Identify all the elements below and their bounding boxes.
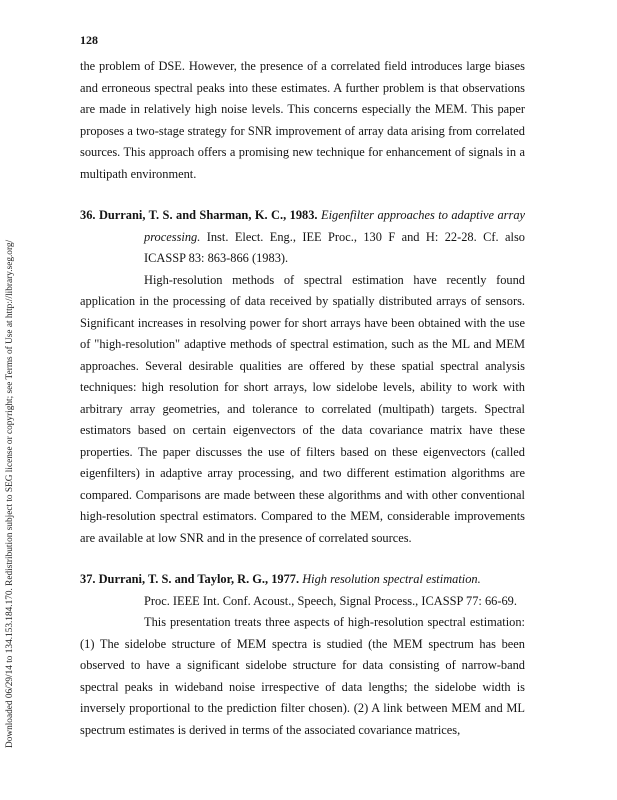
entry-abstract: High-resolution methods of spectral estimation have recently found application in the processing of data received by spatially distributed arrays of sensors. Significant increases in resolving power for short arrays have been obtained with the use of "high-resolution" adaptive methods of spectral estimation, such as the ML and MEM approaches. Several desirable qualities are offered by these spatial spectral analysis techniques: high resolution for short arrays, low sidelobe levels, ability to work with arbitrary array geometries, and tolerance to correlated (multipath) targets. Spectral estimators based on certain eigenvectors of the data covariance matrix have these properties. The paper discusses the use of filters based on these eigenvectors (called eigenfilters) in adaptive array processing, and two different estimation algorithms are compared. Comparisons are made between these algorithms and with other conventional high-resolution spectral estimators. Compared to the MEM, considerable improvements are available at low SNR and in the presence of correlated sources. <box>80 272 525 545</box>
entry-citation <box>80 205 525 270</box>
entry-publication: Inst. Elect. Eng., IEE Proc., 130 F and H: 22-28. Cf. also ICASSP 83: 863-866 (1983). <box>144 229 525 265</box>
bibliography-entry-37 <box>80 569 525 741</box>
entry-title: High resolution spectral estimation. <box>302 572 481 586</box>
entry-abstract: This presentation treats three aspects of high-resolution spectral estimation: (1) The sidelobe structure of MEM spectra is studied (the MEM spectrum has been observed to have a significant sidelobe structure for data consisting of narrow-band spectral peaks in wideband noise irrespective of data lengths; the sidelobe width is inversely proportional to the prediction filter chosen). (2) A link between MEM and ML spectrum estimates is derived in terms of the associated covariance matrices, <box>80 615 525 737</box>
page-number: 128 <box>80 33 98 47</box>
entry-title: Eigenfilter approaches to adaptive array processing. <box>144 208 526 244</box>
intro-paragraph: the problem of DSE. However, the presence of a correlated field introduces large biases and erroneous spectral peaks into these estimates. A further problem is that observations are made in relatively high noise levels. This concerns especially the MEM. This paper proposes a two-stage strategy for SNR improvement of array data arising from correlated sources. This approach offers a promising new technique for enhancement of signals in a multipath environment. <box>80 59 525 181</box>
entry-publication: Proc. IEEE Int. Conf. Acoust., Speech, Signal Process., ICASSP 77: 66-69. <box>144 593 517 608</box>
entry-authors: Durrani, T. S. and Taylor, R. G., 1977. <box>98 572 300 586</box>
page-content <box>80 30 525 741</box>
download-notice-text: Downloaded 06/29/14 to 134.153.184.170. Redistribution subject to SEG license or copyright; see Terms of Use at http://library.seg.org/ <box>5 239 15 748</box>
entry-authors: Durrani, T. S. and Sharman, K. C., 1983. <box>98 208 318 222</box>
entry-number: 36. <box>80 208 96 222</box>
entry-number: 37. <box>80 572 96 586</box>
download-notice <box>4 58 16 748</box>
bibliography-entry-36 <box>80 205 525 549</box>
entry-citation <box>80 569 525 591</box>
